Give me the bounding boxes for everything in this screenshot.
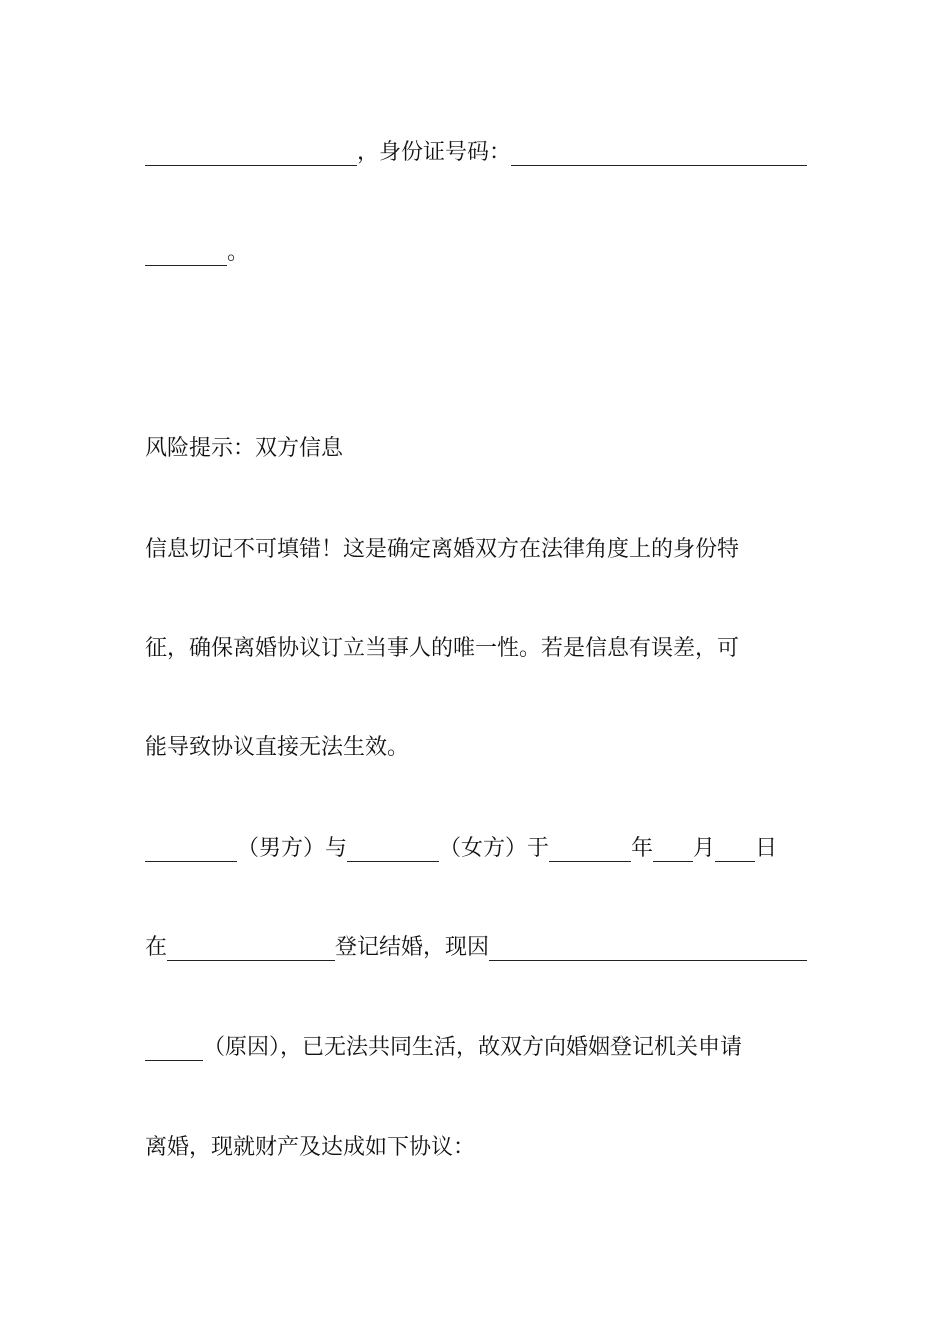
agreement-intro-line xyxy=(145,1131,807,1165)
notice-text-3: 能导致协议直接无法生效。 xyxy=(145,735,410,760)
day-blank[interactable] xyxy=(715,835,755,862)
id-continuation-line xyxy=(145,236,807,270)
notice-paragraph-line xyxy=(145,632,807,666)
male-name-blank[interactable] xyxy=(145,835,237,862)
registration-place-blank[interactable] xyxy=(167,934,335,961)
agreement-intro-text: 离婚，现就财产及达成如下协议： xyxy=(145,1135,476,1160)
day-label: 日 xyxy=(755,836,778,861)
notice-paragraph-line xyxy=(145,731,807,765)
notice-text-2: 征，确保离婚协议订立当事人的唯一性。若是信息有误差，可 xyxy=(145,636,740,661)
female-label: （女方）于 xyxy=(439,836,550,861)
id-number-blank-cont[interactable] xyxy=(145,239,227,266)
reason-label: （原因），已无法共同生活，故双方向婚姻登记机关申请 xyxy=(203,1035,743,1060)
reason-blank-cont[interactable] xyxy=(145,1034,203,1061)
risk-notice-title-text: 风险提示：双方信息 xyxy=(145,436,344,461)
at-label: 在 xyxy=(145,935,168,960)
marriage-info-line xyxy=(145,832,807,866)
male-label: （男方）与 xyxy=(237,836,348,861)
notice-paragraph-line xyxy=(145,533,807,567)
name-blank[interactable] xyxy=(145,139,357,166)
year-blank[interactable] xyxy=(549,835,631,862)
reason-blank[interactable] xyxy=(489,934,807,961)
registered-label: 登记结婚，现因 xyxy=(335,935,490,960)
notice-text-1: 信息切记不可填错！这是确定离婚双方在法律角度上的身份特 xyxy=(145,537,740,562)
id-line xyxy=(145,136,807,170)
id-number-blank[interactable] xyxy=(511,139,807,166)
year-label: 年 xyxy=(631,836,654,861)
risk-notice-title xyxy=(145,432,807,466)
id-label: ，身份证号码： xyxy=(357,140,512,165)
period: 。 xyxy=(227,240,250,265)
month-label: 月 xyxy=(693,836,716,861)
registration-line xyxy=(145,931,807,965)
month-blank[interactable] xyxy=(653,835,693,862)
reason-line xyxy=(145,1031,807,1065)
female-name-blank[interactable] xyxy=(347,835,439,862)
